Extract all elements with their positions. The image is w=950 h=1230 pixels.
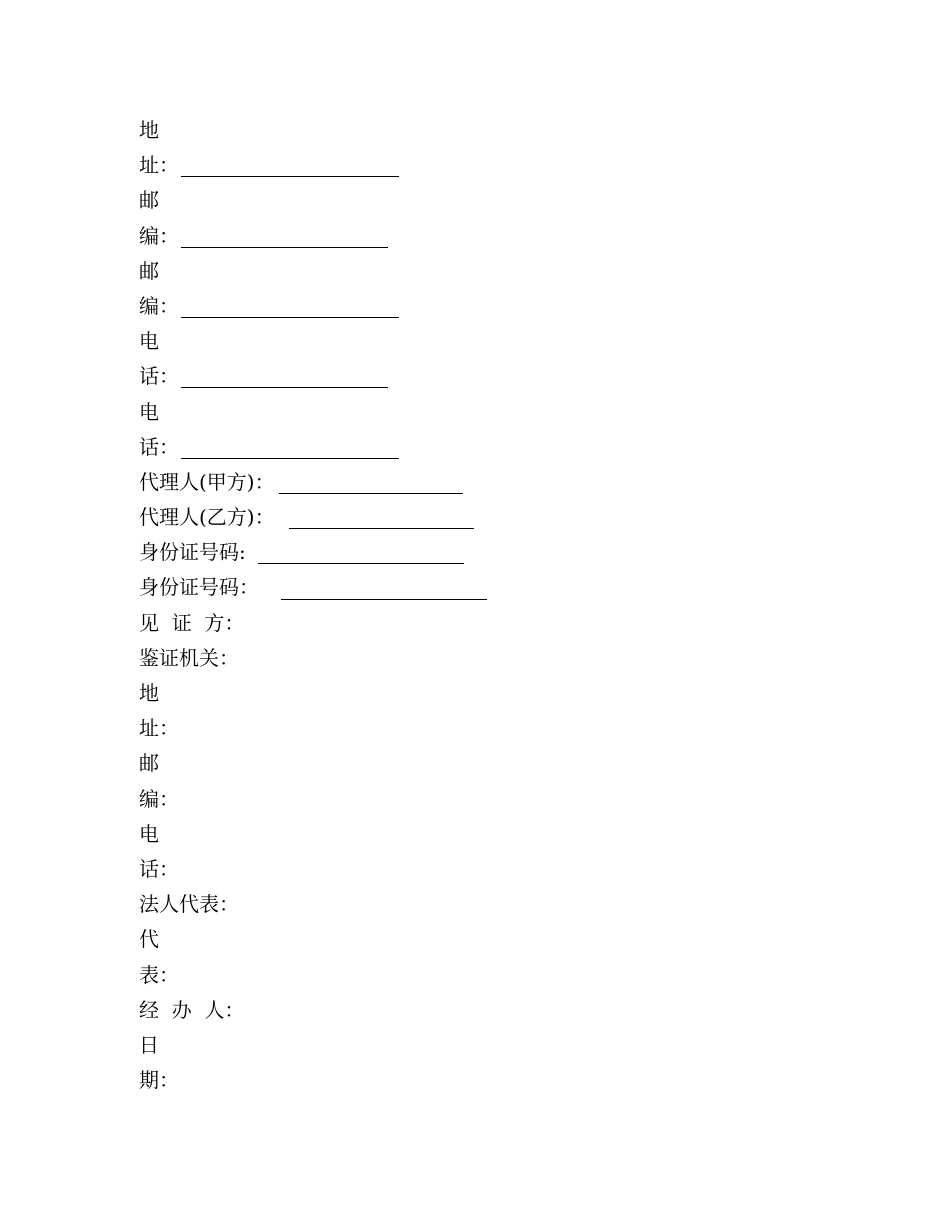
line-authority <box>139 641 839 676</box>
label-text: 话： <box>139 364 179 389</box>
line-date-a <box>139 1028 839 1063</box>
address-blank[interactable] <box>181 158 399 177</box>
label-text: 址： <box>139 716 179 741</box>
line-phone-2b <box>139 430 839 465</box>
signature-block <box>139 113 839 1098</box>
line-postcode-3b <box>139 782 839 817</box>
line-postcode-2b <box>139 289 839 324</box>
line-address-1a <box>139 113 839 148</box>
label-text: 地 <box>139 118 159 142</box>
line-agent-party-a <box>139 465 839 500</box>
line-agent-party-b <box>139 500 839 535</box>
line-phone-3b <box>139 852 839 887</box>
line-phone-1a <box>139 324 839 359</box>
label-text: 电 <box>139 399 159 424</box>
agent-party-a-blank[interactable] <box>279 475 463 494</box>
label-text: 代理人(甲方)： <box>139 469 275 494</box>
line-phone-2a <box>139 395 839 430</box>
line-address-1b <box>139 148 839 183</box>
label-text: 地 <box>139 681 159 705</box>
line-phone-3a <box>139 817 839 852</box>
label-text: 电 <box>139 821 159 846</box>
label-text: 见 证 方： <box>139 610 245 635</box>
label-text: 编： <box>139 293 179 318</box>
label-text: 期： <box>139 1068 179 1093</box>
label-text: 话： <box>139 434 179 459</box>
phone-blank[interactable] <box>181 440 399 459</box>
label-text: 邮 <box>139 751 159 776</box>
line-address-2b <box>139 711 839 746</box>
label-text: 邮 <box>139 258 159 283</box>
id-number-blank[interactable] <box>258 545 464 564</box>
line-id-number-a <box>139 535 839 570</box>
label-text: 身份证号码： <box>139 575 259 600</box>
line-witness <box>139 606 839 641</box>
postcode-blank[interactable] <box>181 229 388 248</box>
line-postcode-1b <box>139 219 839 254</box>
label-text: 话： <box>139 856 179 881</box>
agent-party-b-blank[interactable] <box>289 510 474 529</box>
label-text: 鉴证机关： <box>139 645 239 670</box>
label-text: 日 <box>139 1032 159 1057</box>
label-text: 代 <box>139 927 159 952</box>
line-postcode-3a <box>139 746 839 781</box>
label-text: 邮 <box>139 188 159 213</box>
label-text: 法人代表： <box>139 892 239 917</box>
line-legal-rep <box>139 887 839 922</box>
phone-blank[interactable] <box>181 369 388 388</box>
label-text: 代理人(乙方)： <box>139 505 275 530</box>
line-postcode-2a <box>139 254 839 289</box>
label-text: 表： <box>139 962 179 987</box>
line-date-b <box>139 1063 839 1098</box>
id-number-blank[interactable] <box>281 581 487 600</box>
label-text: 身份证号码: <box>139 540 246 565</box>
label-text: 编： <box>139 786 179 811</box>
line-postcode-1a <box>139 183 839 218</box>
line-phone-1b <box>139 359 839 394</box>
label-text: 电 <box>139 329 159 354</box>
line-representative-a <box>139 922 839 957</box>
line-address-2a <box>139 676 839 711</box>
line-representative-b <box>139 958 839 993</box>
label-text: 址： <box>139 153 179 178</box>
line-handler <box>139 993 839 1028</box>
label-text: 经 办 人： <box>139 997 245 1022</box>
label-text: 编： <box>139 223 179 248</box>
line-id-number-b <box>139 570 839 605</box>
postcode-blank[interactable] <box>181 299 399 318</box>
